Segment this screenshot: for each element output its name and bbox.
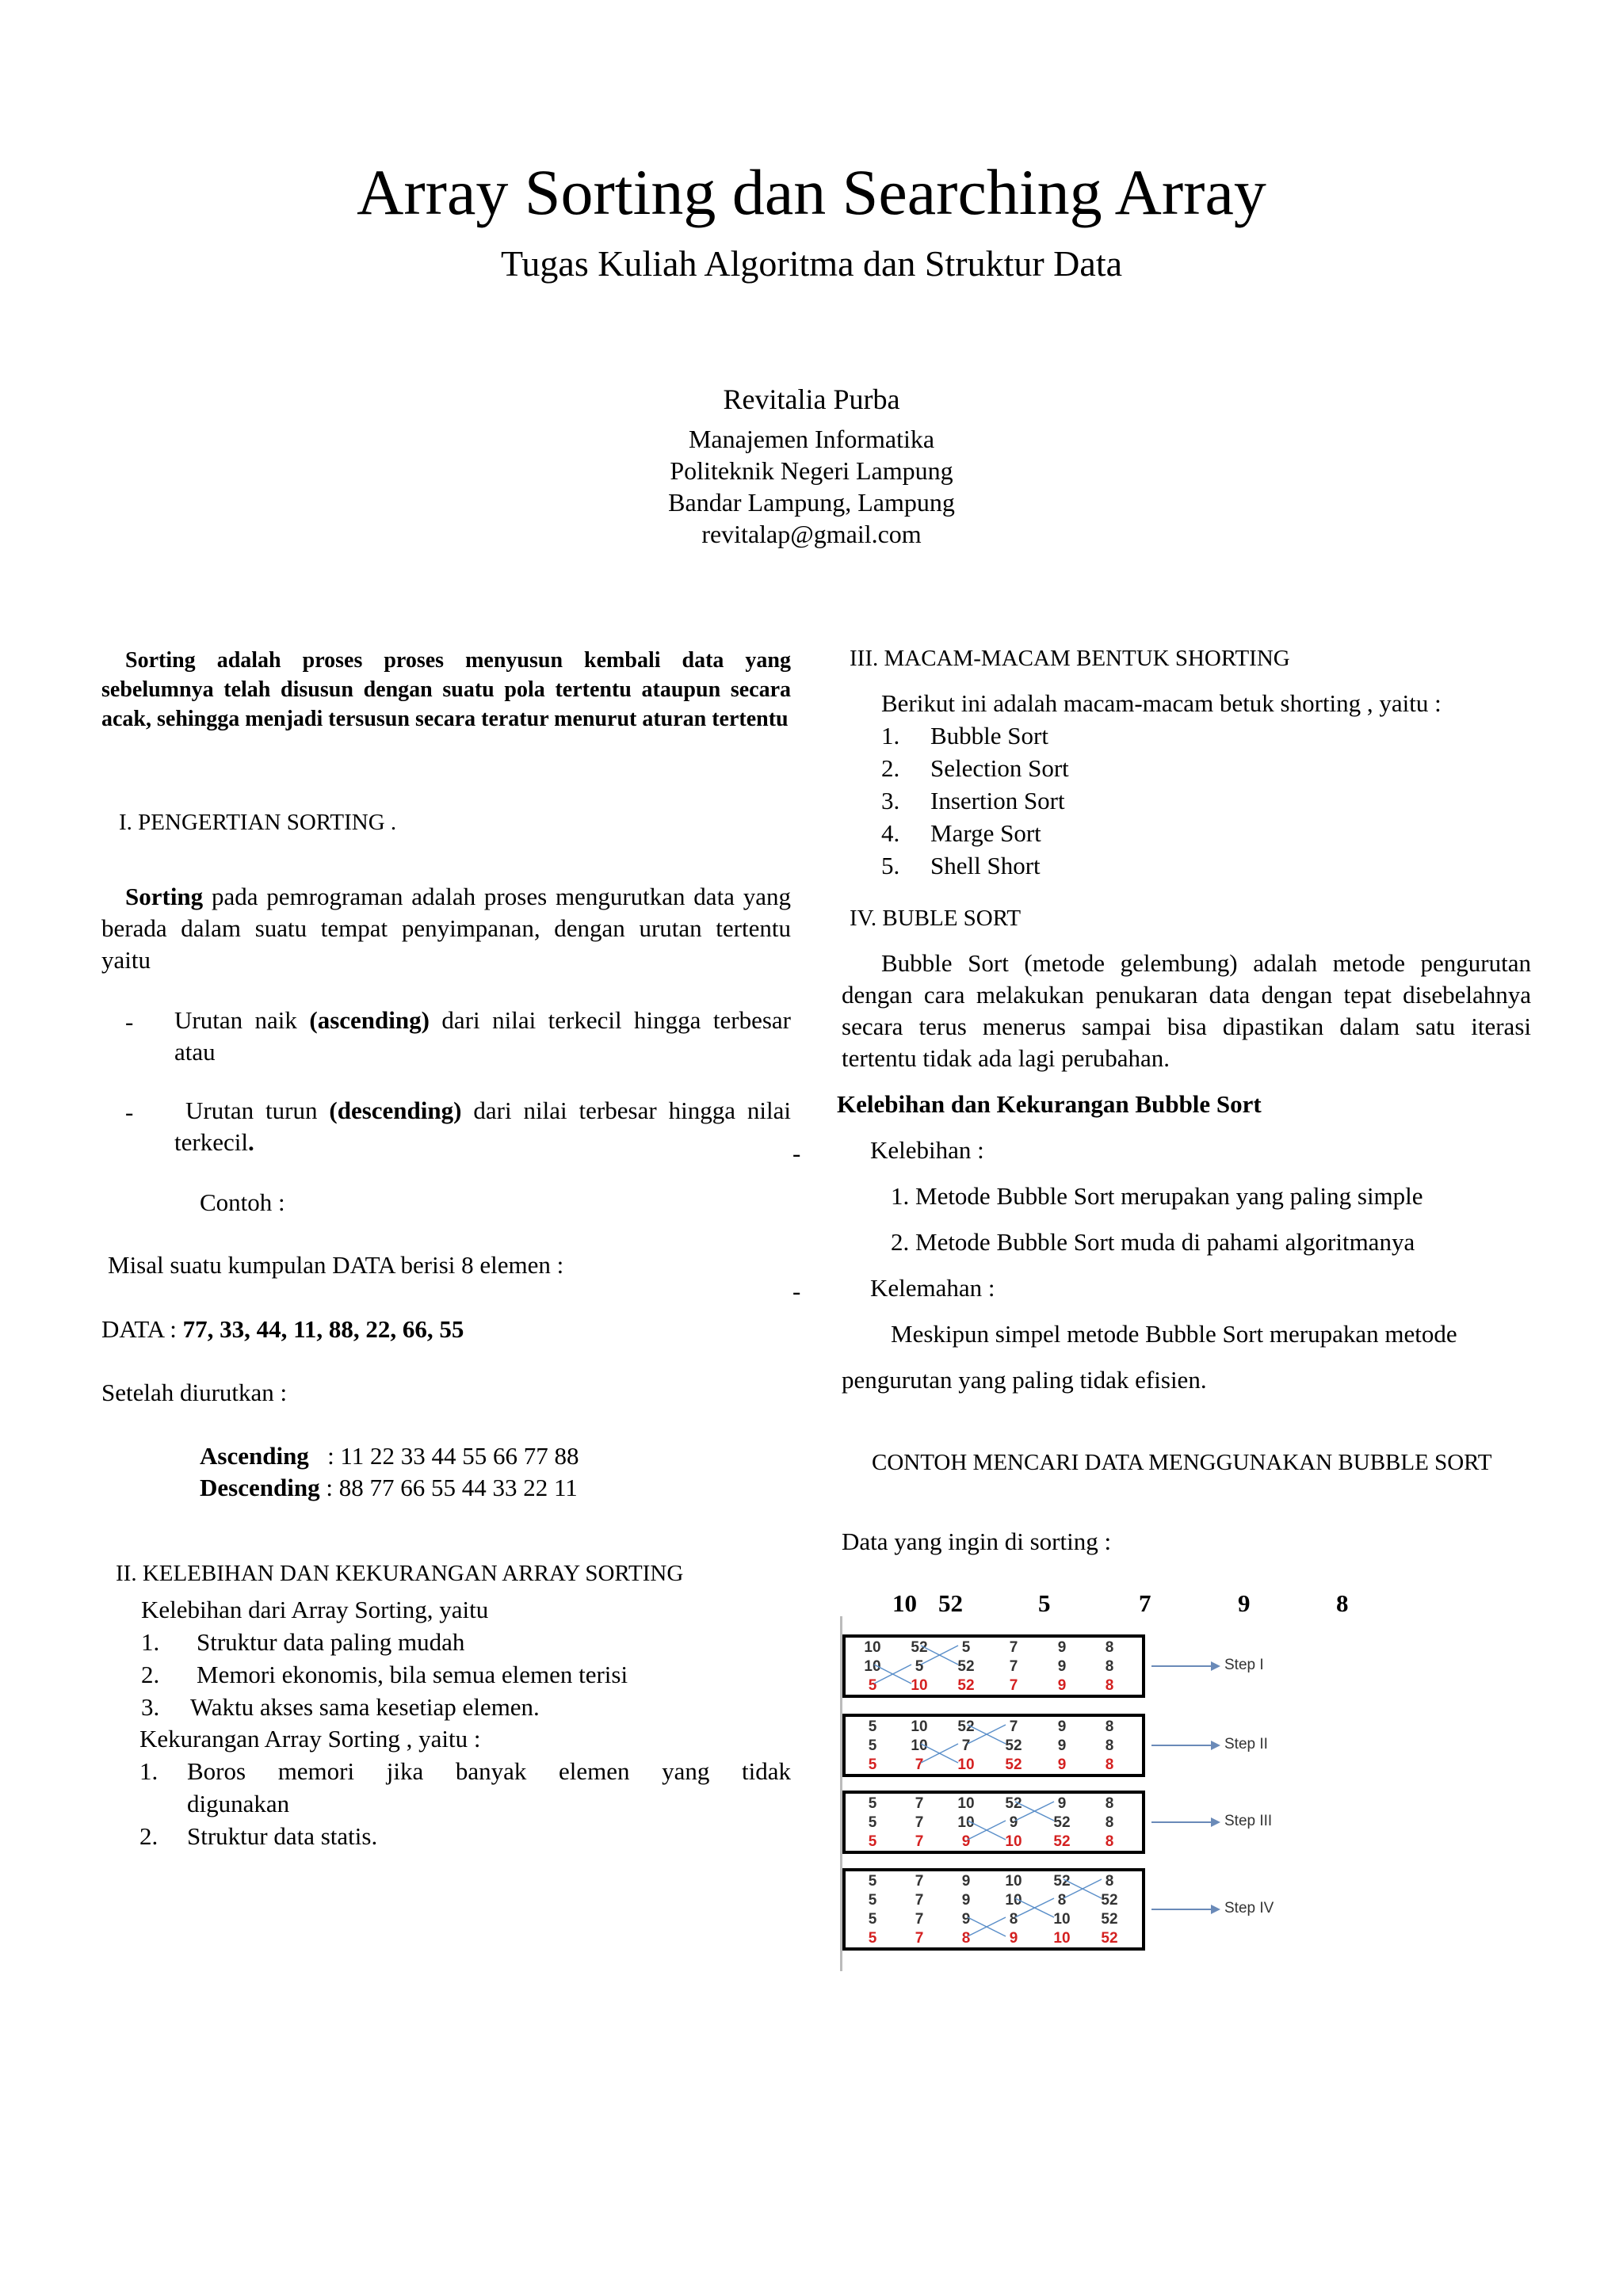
step-cell: 7 <box>915 1833 924 1850</box>
bullet-descending-c: dari nilai terbesar hingga nilai terkecil <box>174 1097 791 1156</box>
step-cell: 10 <box>1005 1833 1022 1850</box>
section-3-intro: Berikut ini adalah macam-macam betuk shorting , yaitu : <box>881 689 1442 717</box>
section-1-heading: I. PENGERTIAN SORTING . <box>119 810 397 835</box>
step-cell: 8 <box>1105 1873 1114 1890</box>
step-arrow-head <box>1211 1905 1220 1914</box>
step-label: Step I <box>1224 1657 1264 1673</box>
sorting-term: Sorting <box>125 883 204 910</box>
bullet-dash: - <box>792 1139 801 1167</box>
step-cell: 9 <box>1057 1737 1067 1754</box>
data-label: DATA : <box>101 1315 183 1343</box>
list-item: Selection Sort <box>930 754 1069 782</box>
step-cell: 8 <box>1105 1737 1114 1754</box>
step-arrow-head <box>1211 1817 1220 1827</box>
step-cell: 7 <box>961 1737 971 1754</box>
step-cell: 7 <box>1009 1658 1018 1675</box>
list-number: 1. <box>881 722 900 749</box>
affiliation-institution: Politeknik Negeri Lampung <box>670 456 953 485</box>
step-cell: 9 <box>1057 1795 1067 1812</box>
data-value: 10 <box>892 1589 917 1617</box>
affiliation-city: Bandar Lampung, Lampung <box>668 488 955 517</box>
bubble-kelebihan-2: 2. Metode Bubble Sort muda di pahami algoritmanya <box>891 1228 1415 1256</box>
step-cell: 7 <box>1009 1639 1018 1656</box>
data-values: 77, 33, 44, 11, 88, 22, 66, 55 <box>182 1315 464 1343</box>
step-cell: 10 <box>864 1639 881 1656</box>
step-cell: 8 <box>1105 1833 1114 1850</box>
step-cell: 7 <box>915 1892 924 1909</box>
list-number: 5. <box>881 852 900 879</box>
list-number: 1. <box>141 1628 160 1656</box>
data-value: 9 <box>1238 1589 1251 1617</box>
kekurangan-intro: Kekurangan Array Sorting , yaitu : <box>139 1725 481 1753</box>
bullet-dash: - <box>792 1277 801 1305</box>
bullet-descending-term: (descending) <box>329 1097 462 1124</box>
list-item: Insertion Sort <box>930 787 1065 814</box>
step-label: Step III <box>1224 1813 1273 1829</box>
step-cell: 7 <box>915 1873 924 1890</box>
step-cell: 5 <box>915 1658 924 1675</box>
list-item: Memori ekonomis, bila semua elemen terisi <box>197 1661 628 1688</box>
paper-title: Array Sorting dan Searching Array <box>357 156 1266 228</box>
step-cell: 52 <box>1005 1795 1022 1812</box>
step-cell: 9 <box>1009 1930 1018 1947</box>
section-4-heading: IV. BUBLE SORT <box>850 906 1022 931</box>
step-cell: 10 <box>1005 1873 1022 1890</box>
bullet-descending-a: Urutan turun <box>185 1097 330 1124</box>
bullet-descending-end: . <box>247 1128 254 1156</box>
step-cell: 7 <box>915 1814 924 1831</box>
kelebihan-label: Kelebihan : <box>870 1136 984 1164</box>
step-cell: 5 <box>868 1873 877 1890</box>
step-cell: 10 <box>911 1737 928 1754</box>
step-cell: 9 <box>1057 1658 1067 1675</box>
step-cell: 7 <box>1009 1677 1018 1694</box>
step-arrow-head <box>1211 1741 1220 1750</box>
list-item: Waktu akses sama kesetiap elemen. <box>190 1693 540 1721</box>
bullet-ascending-c: dari nilai terkecil hingga terbesar atau <box>174 1006 791 1066</box>
step-cell: 5 <box>868 1930 877 1947</box>
list-item: Bubble Sort <box>930 722 1048 749</box>
step-cell: 52 <box>1005 1756 1022 1773</box>
contoh-label: Contoh : <box>200 1188 285 1216</box>
step-cell: 10 <box>1005 1892 1022 1909</box>
step-cell: 8 <box>1105 1756 1114 1773</box>
kekurangan-item-1-cont: digunakan <box>187 1790 290 1817</box>
list-number: 2. <box>141 1661 160 1688</box>
step-cell: 5 <box>868 1795 877 1812</box>
step-cell: 5 <box>868 1814 877 1831</box>
step-cell: 5 <box>961 1639 971 1656</box>
bubble-kk-heading: Kelebihan dan Kekurangan Bubble Sort <box>837 1090 1262 1118</box>
list-number: 1. <box>139 1757 158 1785</box>
step-cell: 8 <box>1105 1677 1114 1694</box>
step-cell: 8 <box>1105 1658 1114 1675</box>
contoh-heading: CONTOH MENCARI DATA MENGGUNAKAN BUBBLE SORT <box>872 1450 1492 1475</box>
step-cell: 52 <box>1053 1873 1071 1890</box>
step-cell: 10 <box>1053 1930 1071 1947</box>
data-value: 8 <box>1336 1589 1349 1617</box>
step-cell: 52 <box>1101 1892 1118 1909</box>
step-cell: 5 <box>868 1756 877 1773</box>
step-cell: 10 <box>864 1658 881 1675</box>
step-cell: 9 <box>1057 1677 1067 1694</box>
bullet-dash: - <box>125 1098 134 1126</box>
affiliation-dept: Manajemen Informatika <box>688 425 935 453</box>
descending-label: Descending <box>200 1474 320 1501</box>
section-3-heading: III. MACAM-MACAM BENTUK SHORTING <box>850 646 1290 671</box>
list-number: 4. <box>881 819 900 847</box>
bullet-ascending-a: Urutan naik <box>174 1006 310 1034</box>
bubble-kelebihan-1: 1. Metode Bubble Sort merupakan yang paling simple <box>891 1182 1423 1210</box>
step-label: Step II <box>1224 1736 1268 1753</box>
list-number: 3. <box>141 1693 160 1721</box>
step-cell: 7 <box>915 1911 924 1928</box>
step-cell: 9 <box>961 1833 971 1850</box>
step-cell: 5 <box>868 1892 877 1909</box>
list-item: Marge Sort <box>930 819 1041 847</box>
step-cell: 9 <box>961 1892 971 1909</box>
step-cell: 5 <box>868 1718 877 1735</box>
paper-subtitle: Tugas Kuliah Algoritma dan Struktur Data <box>500 243 1123 284</box>
step-cell: 9 <box>1057 1718 1067 1735</box>
step-cell: 52 <box>1101 1930 1118 1947</box>
step-cell: 7 <box>915 1756 924 1773</box>
step-cell: 10 <box>957 1814 975 1831</box>
step-cell: 10 <box>1053 1911 1071 1928</box>
step-cell: 5 <box>868 1833 877 1850</box>
step-cell: 7 <box>915 1930 924 1947</box>
step-cell: 8 <box>1105 1639 1114 1656</box>
author-name: Revitalia Purba <box>723 383 900 415</box>
data-intro: Data yang ingin di sorting : <box>842 1527 1112 1555</box>
step-cell: 10 <box>911 1718 928 1735</box>
step-cell: 8 <box>1009 1911 1018 1928</box>
step-cell: 9 <box>1009 1814 1018 1831</box>
kekurangan-item-1: Boros memori jika banyak elemen yang tidak <box>187 1757 791 1785</box>
step-cell: 52 <box>911 1639 928 1656</box>
list-number: 2. <box>881 754 900 782</box>
list-number: 2. <box>139 1822 158 1850</box>
ascending-values: : 11 22 33 44 55 66 77 88 <box>308 1442 579 1470</box>
step-label: Step IV <box>1224 1900 1274 1917</box>
abstract: Sorting adalah proses proses menyusun kembali data yang sebelumnya telah disusun dengan suatu pola tertentu ataupun secara acak, sehingga menjadi tersusun secara teratur menurut aturan tertentu <box>101 648 791 731</box>
step-cell: 8 <box>1105 1814 1114 1831</box>
step-cell: 10 <box>957 1795 975 1812</box>
bullet-ascending-term: (ascending) <box>309 1006 430 1034</box>
step-cell: 5 <box>868 1677 877 1694</box>
list-number: 3. <box>881 787 900 814</box>
step-cell: 10 <box>957 1756 975 1773</box>
step-cell: 7 <box>915 1795 924 1812</box>
step-cell: 8 <box>961 1930 971 1947</box>
kelemahan-text-b: pengurutan yang paling tidak efisien. <box>842 1366 1207 1394</box>
step-cell: 9 <box>961 1911 971 1928</box>
misal-text: Misal suatu kumpulan DATA berisi 8 elemen : <box>108 1251 564 1279</box>
bullet-dash: - <box>125 1008 134 1035</box>
kelebihan-intro: Kelebihan dari Array Sorting, yaitu <box>141 1596 489 1623</box>
step-cell: 8 <box>1105 1718 1114 1735</box>
section-4-paragraph: Bubble Sort (metode gelembung) adalah metode pengurutan dengan cara melakukan penukaran data dengan tepat disebelahnya secara terus menerus sampai bisa dipastikan dalam satu iterasi tertentu tidak ada lagi perubahan. <box>842 949 1531 1072</box>
data-value: 7 <box>1139 1589 1151 1617</box>
step-arrow-head <box>1211 1661 1220 1671</box>
step-cell: 7 <box>1009 1718 1018 1735</box>
step-cell: 52 <box>957 1677 975 1694</box>
setelah-text: Setelah diurutkan : <box>101 1379 288 1406</box>
step-cell: 9 <box>1057 1756 1067 1773</box>
step-cell: 5 <box>868 1911 877 1928</box>
descending-values: : 88 77 66 55 44 33 22 11 <box>319 1474 578 1501</box>
step-cell: 52 <box>1053 1833 1071 1850</box>
step-cell: 52 <box>1053 1814 1071 1831</box>
step-cell: 52 <box>1101 1911 1118 1928</box>
kekurangan-item-2: Struktur data statis. <box>187 1822 378 1850</box>
section-2-heading: II. KELEBIHAN DAN KEKURANGAN ARRAY SORTING <box>116 1561 684 1586</box>
list-item: Struktur data paling mudah <box>197 1628 465 1656</box>
section-1-text: pada pemrograman adalah proses mengurutkan data yang berada dalam suatu tempat penyimpanan, dengan urutan tertentu yaitu <box>101 883 791 974</box>
step-cell: 9 <box>1057 1639 1067 1656</box>
step-cell: 5 <box>868 1737 877 1754</box>
data-value: 52 <box>938 1589 963 1617</box>
step-cell: 8 <box>1057 1892 1067 1909</box>
data-value: 5 <box>1038 1589 1051 1617</box>
step-cell: 8 <box>1105 1795 1114 1812</box>
step-cell: 10 <box>911 1677 928 1694</box>
step-cell: 52 <box>957 1718 975 1735</box>
kelemahan-label: Kelemahan : <box>870 1274 995 1302</box>
kelemahan-text-a: Meskipun simpel metode Bubble Sort merupakan metode <box>891 1320 1457 1348</box>
author-email: revitalap@gmail.com <box>701 520 922 548</box>
list-item: Shell Short <box>930 852 1041 879</box>
step-cell: 52 <box>957 1658 975 1675</box>
step-cell: 52 <box>1005 1737 1022 1754</box>
ascending-label: Ascending <box>200 1442 309 1470</box>
step-cell: 9 <box>961 1873 971 1890</box>
